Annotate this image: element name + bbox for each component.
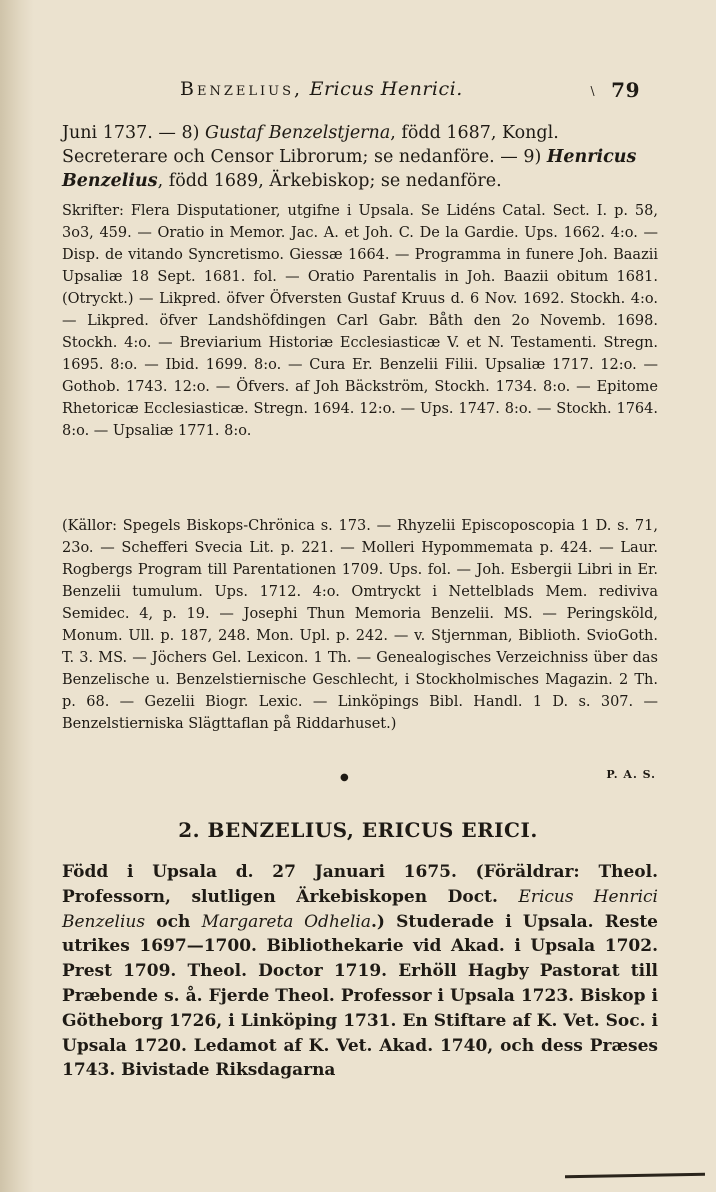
running-header xyxy=(120,78,640,104)
entry-heading: 2. BENZELIUS, ERICUS ERICI. xyxy=(178,818,538,842)
bio-name-mother: Margareta Odhelia xyxy=(201,911,371,932)
ink-dot: ● xyxy=(340,772,349,783)
bio-text-pre: Född i Upsala d. 27 Januari 1675. (Föräldrar: Theol. Professorn, slutligen Ärkebiskopen Doct. xyxy=(62,862,658,907)
header-mark: \ xyxy=(590,84,595,98)
author-signature: P. A. S. xyxy=(606,768,656,781)
entry-text-middle: , född 1687, Kongl. Secreterare och Censor Librorum; se nedanföre. — 9) xyxy=(62,123,559,167)
entry-children-paragraph xyxy=(62,121,658,193)
page-gutter xyxy=(0,0,34,1192)
entry-name-henricus: Henricus Benzelius xyxy=(62,147,637,191)
skrifter-paragraph: Skrifter: Flera Disputationer, utgifne i Upsala. Se Lidéns Catal. Sect. I. p. 58, 3o3, 459. — Oratio in Memor. Jac. A. et Joh. C. De la Gardie. Ups. 1662. 4:o. — Disp. de vitando Syncretismo. Giessæ 1664. — Programma in funere Joh. Baazii Upsaliæ 18 Sept. 1681. fol. — Oratio Parentalis in Joh. Baazii obitum 1681. (Otryckt.) — Likpred. öfver Öfversten Gustaf Kruus d. 6 Nov. 1692. Stockh. 4:o. — Likpred. öfver Landshöfdingen Carl Gabr. Båth den 2o Novemb. 1698. Stockh. 4:o. — Breviarium Historiæ Ecclesiasticæ V. et N. Testamenti. Stregn. 1695. 8:o. — Ibid. 1699. 8:o. — Cura Er. Benzelii Filii. Upsaliæ 1717. 12:o. — Gothob. 1743. 12:o. — Öfvers. af Joh Bäckström, Stockh. 1734. 8:o. — Epitome Rhetoricæ Ecclesiasticæ. Stregn. 1694. 12:o. — Ups. 1747. 8:o. — Stockh. 1764. 8:o. — Upsaliæ 1771. 8:o. xyxy=(62,203,658,439)
running-head xyxy=(180,78,463,100)
entry-name-gustaf: Gustaf Benzelstjerna xyxy=(204,123,391,143)
kallor-paragraph: (Källor: Spegels Biskops-Chrönica s. 173. — Rhyzelii Episcoposcopia 1 D. s. 71, 23o. — Schefferi Svecia Lit. p. 221. — Molleri Hypommemata p. 424. — Laur. Rogbergs Program till Parentationen 1709. Ups. fol. — Joh. Esbergii Libri in Er. Benzelii tumulum. Ups. 1712. 4:o. Omtryckt i Nettelblads Mem. rediviva Semidec. 4, p. 19. — Josephi Thun Memoria Benzelii. MS. — Peringsköld, Monum. Ull. p. 187, 248. Mon. Upl. p. 242. — v. Stjernman, Biblioth. SvioGoth. T. 3. MS. — Jöchers Gel. Lexicon. 1 Th. — Genealogisches Verzeichniss über das Benzelische u. Benzelstiernische Geschlecht, i Stockholmisches Magazin. 2 Th. p. 68. — Gezelii Biogr. Lexic. — Linköpings Bibl. Handl. 1 D. s. 307. — Benzelstierniska Slägttaflan på Riddarhuset.) xyxy=(62,518,658,732)
bio-text-post: .) Studerade i Upsala. Reste utrikes 1697—1700. Bibliothekarie vid Akad. i Upsala 1702. Prest 1709. Theol. Doctor 1719. Erhöll Hagby Pastorat till Præbende s. å. Fjerde Theol. Professor i Upsala 1723. Biskop i Götheborg 1726, i Linköping 1731. En Stiftare af K. Vet. Soc. i Upsala 1720. Ledamot af K. Vet. Akad. 1740, och dess Præses 1743. Bivistade Riksdagarna xyxy=(62,911,658,1081)
bio-name-father: Ericus Henrici Benzelius xyxy=(62,886,658,932)
entry-text-prefix: Juni 1737. — 8) xyxy=(62,123,200,143)
running-head-given-names: Ericus Henrici. xyxy=(309,78,463,100)
bottom-edge-stroke xyxy=(565,1173,705,1178)
running-head-surname: Benzelius, xyxy=(180,78,304,100)
biography-paragraph xyxy=(62,860,658,1083)
entry-text-suffix: , född 1689, Ärkebiskop; se nedanföre. xyxy=(157,171,502,191)
page-number: 79 xyxy=(611,78,640,102)
bio-text-mid: och xyxy=(145,911,202,932)
